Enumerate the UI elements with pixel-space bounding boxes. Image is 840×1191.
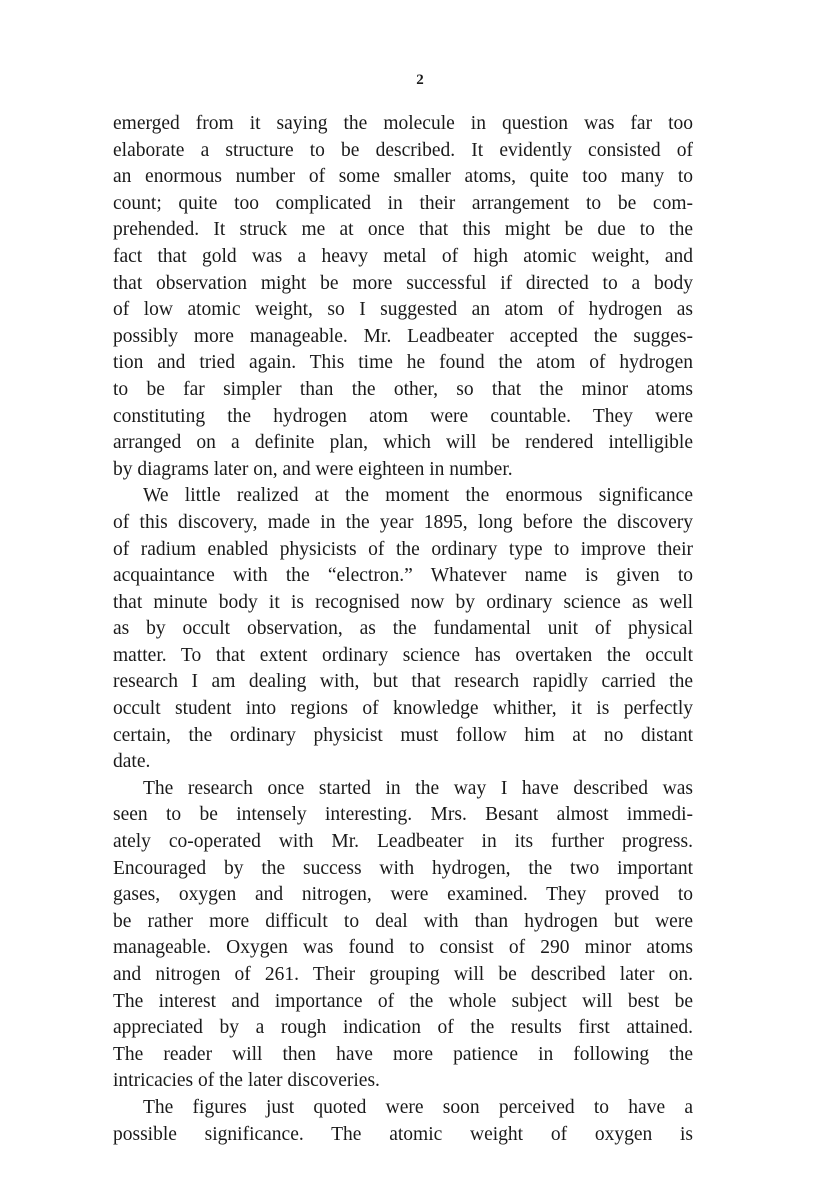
text-line: tion and tried again. This time he found the atom of hydrogen xyxy=(113,352,693,374)
text-line: be rather more difficult to deal with than hydrogen but were xyxy=(113,910,693,932)
text-line: that minute body it is recognised now by ordinary science as well xyxy=(113,591,693,613)
page-number: 2 xyxy=(416,72,424,88)
text-line: manageable. Oxygen was found to consist of 290 minor atoms xyxy=(113,937,693,959)
text-line: of low atomic weight, so I suggested an atom of hydrogen as xyxy=(113,299,693,321)
text-line: Encouraged by the success with hydrogen, the two important xyxy=(113,857,693,879)
paragraph xyxy=(113,111,693,483)
text-line: by diagrams later on, and were eighteen in number. xyxy=(113,458,513,480)
text-line: The research once started in the way I have described was xyxy=(143,777,693,799)
text-line: We little realized at the moment the enormous significance xyxy=(143,485,693,507)
text-line: matter. To that extent ordinary science has overtaken the occult xyxy=(113,644,693,666)
text-line: of this discovery, made in the year 1895, long before the discovery xyxy=(113,511,693,533)
text-line: count; quite too complicated in their arrangement to be com- xyxy=(113,192,693,214)
text-line: The interest and importance of the whole subject will best be xyxy=(113,990,693,1012)
text-line: The reader will then have more patience in following the xyxy=(113,1043,693,1065)
body-text xyxy=(113,111,693,1148)
text-line: possibly more manageable. Mr. Leadbeater accepted the sugges- xyxy=(113,325,693,347)
text-line: research I am dealing with, but that research rapidly carried the xyxy=(113,671,693,693)
text-line: ately co-operated with Mr. Leadbeater in its further progress. xyxy=(113,831,693,853)
text-line: appreciated by a rough indication of the results first attained. xyxy=(113,1017,693,1039)
text-line: acquaintance with the “electron.” Whatever name is given to xyxy=(113,565,693,587)
text-line: arranged on a definite plan, which will be rendered intelligible xyxy=(113,432,693,454)
text-line: occult student into regions of knowledge whither, it is perfectly xyxy=(113,698,693,720)
text-line: an enormous number of some smaller atoms, quite too many to xyxy=(113,166,693,188)
text-line: elaborate a structure to be described. It evidently consisted of xyxy=(113,139,693,161)
text-line: prehended. It struck me at once that this might be due to the xyxy=(113,219,693,241)
text-line: certain, the ordinary physicist must follow him at no distant xyxy=(113,724,693,746)
text-line: The figures just quoted were soon perceived to have a xyxy=(143,1096,693,1118)
paragraph xyxy=(113,1095,693,1148)
text-line: intricacies of the later discoveries. xyxy=(113,1070,380,1092)
text-line: date. xyxy=(113,751,151,773)
text-line: and nitrogen of 261. Their grouping will be described later on. xyxy=(113,964,693,985)
text-line: constituting the hydrogen atom were countable. They were xyxy=(113,405,693,427)
paragraph xyxy=(113,776,693,1095)
text-line: that observation might be more successful if directed to a body xyxy=(113,272,693,294)
text-line: possible significance. The atomic weight of oxygen is xyxy=(113,1123,693,1145)
paragraph xyxy=(113,483,693,776)
text-line: fact that gold was a heavy metal of high atomic weight, and xyxy=(113,245,693,267)
text-line: to be far simpler than the other, so that the minor atoms xyxy=(113,378,693,400)
text-line: of radium enabled physicists of the ordinary type to improve their xyxy=(113,538,693,560)
text-line: as by occult observation, as the fundamental unit of physical xyxy=(113,618,693,640)
text-line: emerged from it saying the molecule in question was far too xyxy=(113,113,693,134)
text-line: gases, oxygen and nitrogen, were examined. They proved to xyxy=(113,884,693,906)
text-line: seen to be intensely interesting. Mrs. Besant almost immedi- xyxy=(113,804,693,826)
